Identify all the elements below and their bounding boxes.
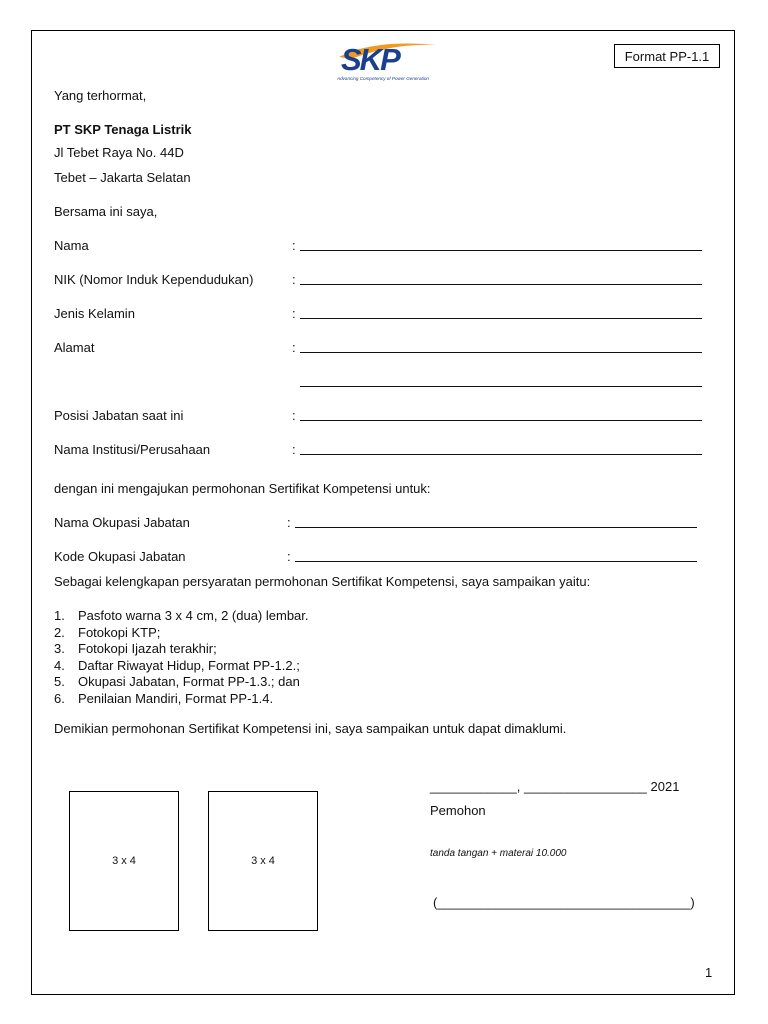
- field-line-nik[interactable]: [300, 284, 702, 285]
- list-item-text: Fotokopi KTP;: [78, 624, 161, 640]
- company-name: PT SKP Tenaga Listrik: [54, 122, 192, 137]
- field-label-kode-okupasi: Kode Okupasi Jabatan: [54, 549, 186, 564]
- field-line-nama[interactable]: [300, 250, 702, 251]
- list-item-text: Daftar Riwayat Hidup, Format PP-1.2.;: [78, 657, 300, 673]
- signature-note: tanda tangan + materai 10.000: [430, 848, 567, 859]
- list-item-text: Okupasi Jabatan, Format PP-1.3.; dan: [78, 674, 300, 689]
- list-item-number: 2.: [54, 624, 65, 640]
- field-line-posisi[interactable]: [300, 420, 702, 421]
- field-colon: :: [292, 442, 296, 457]
- intro-text: Bersama ini saya,: [54, 204, 158, 219]
- field-line-institusi[interactable]: [300, 454, 702, 455]
- greeting: Yang terhormat,: [54, 88, 147, 103]
- list-item: [54, 641, 309, 658]
- requirements-intro: Sebagai kelengkapan persyaratan permohonan Sertifikat Kompetensi, saya sampaikan yaitu:: [54, 574, 591, 589]
- page-number: 1: [705, 965, 713, 980]
- field-line-jenis-kelamin[interactable]: [300, 318, 702, 319]
- list-item: [54, 625, 309, 642]
- photo-box-label: 3 x 4: [112, 855, 136, 867]
- applicant-label: Pemohon: [430, 803, 486, 818]
- closing-text: Demikian permohonan Sertifikat Kompetensi ini, saya sampaikan untuk dapat dimaklumi.: [54, 721, 567, 736]
- format-label: Format PP-1.1: [614, 44, 720, 68]
- signature-name-line[interactable]: (___________________________________): [433, 895, 695, 910]
- list-item-text: Pasfoto warna 3 x 4 cm, 2 (dua) lembar.: [78, 608, 309, 623]
- list-item: [54, 608, 309, 625]
- field-colon: :: [292, 340, 296, 355]
- field-line-nama-okupasi[interactable]: [295, 527, 697, 528]
- list-item-number: 5.: [54, 674, 65, 689]
- list-item-number: 3.: [54, 641, 65, 656]
- field-label-nama-okupasi: Nama Okupasi Jabatan: [54, 515, 190, 530]
- list-item-number: 4.: [54, 657, 65, 673]
- field-colon: :: [292, 408, 296, 423]
- field-line-alamat[interactable]: [300, 352, 702, 353]
- logo-tagline: Advancing Competency of Power Generation: [337, 76, 429, 81]
- list-item-number: 6.: [54, 690, 65, 706]
- field-colon: :: [287, 549, 291, 564]
- request-text: dengan ini mengajukan permohonan Sertifikat Kompetensi untuk:: [54, 481, 431, 496]
- list-item-number: 1.: [54, 608, 65, 623]
- field-label-nama: Nama: [54, 238, 89, 253]
- field-label-jenis-kelamin: Jenis Kelamin: [54, 306, 135, 321]
- list-item-text: Penilaian Mandiri, Format PP-1.4.: [78, 690, 274, 706]
- requirements-list: [54, 608, 309, 707]
- photo-box: [69, 791, 179, 931]
- list-item: [54, 691, 309, 708]
- field-line-kode-okupasi[interactable]: [295, 561, 697, 562]
- field-line-alamat-2[interactable]: [300, 386, 702, 387]
- address-line-1: Jl Tebet Raya No. 44D: [54, 145, 184, 160]
- list-item: [54, 658, 309, 675]
- list-item-text: Fotokopi Ijazah terakhir;: [78, 641, 217, 656]
- photo-box: [208, 791, 318, 931]
- field-label-nik: NIK (Nomor Induk Kependudukan): [54, 272, 254, 287]
- skp-logo: [333, 35, 445, 83]
- field-colon: :: [292, 306, 296, 321]
- address-line-2: Tebet – Jakarta Selatan: [54, 170, 191, 185]
- field-colon: :: [292, 238, 296, 253]
- logo-wordmark: SKP: [341, 42, 399, 77]
- list-item: [54, 674, 309, 691]
- photo-box-label: 3 x 4: [251, 855, 275, 867]
- field-label-institusi: Nama Institusi/Perusahaan: [54, 442, 211, 457]
- field-colon: :: [287, 515, 291, 530]
- field-colon: :: [292, 272, 296, 287]
- field-label-posisi: Posisi Jabatan saat ini: [54, 408, 184, 423]
- field-label-alamat: Alamat: [54, 340, 95, 355]
- date-line: ____________, _________________ 2021: [430, 779, 680, 794]
